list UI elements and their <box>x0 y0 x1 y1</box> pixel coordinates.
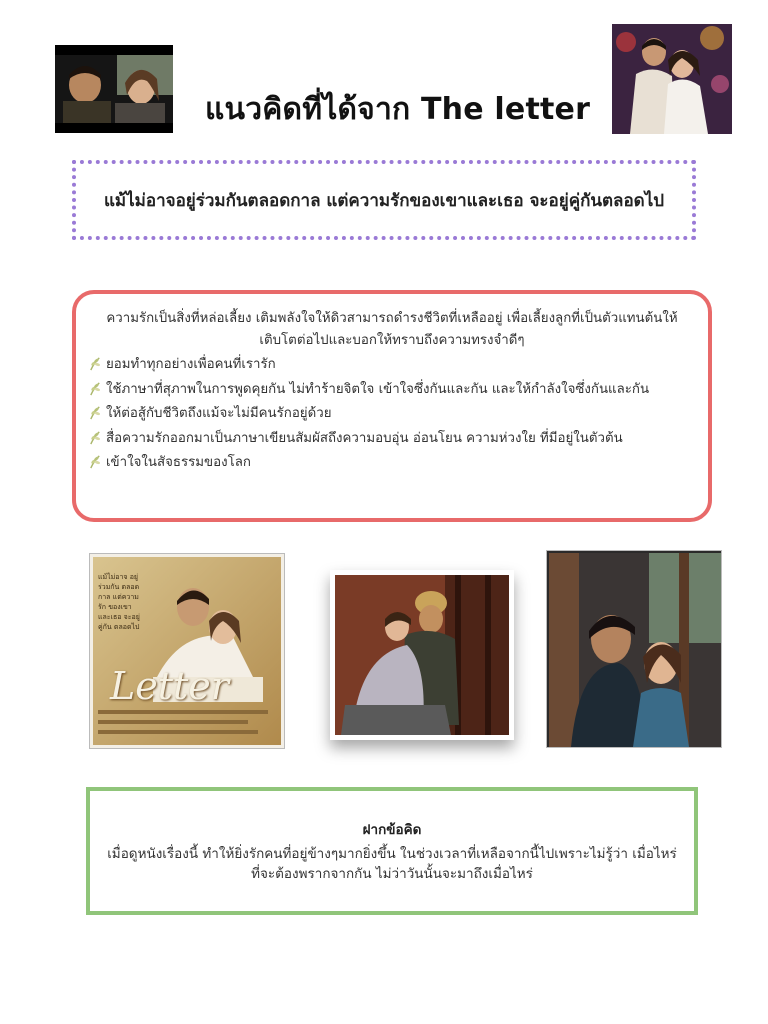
poster-logo: Letter <box>110 664 229 708</box>
poster-side-text: แม้ไม่อาจ อยู่ร่วมกัน ตลอดกาล แต่ความรัก ของเขาและเธอ จะอยู่คู่กัน ตลอดไป <box>98 573 140 631</box>
ideas-intro: ความรักเป็นสิ่งที่หล่อเลี้ยง เติมพลังใจให้ดิวสามารถดำรงชีวิตที่เหลืออยู่ เพื่อเลี้ยงลูกที่เป็นตัวแทนต้นให้เติบโตต่อไปและบอกให้ทราบถึงความทรงจำดีๆ <box>106 311 678 348</box>
summary-heading: ฝากข้อคิด <box>362 822 422 838</box>
page-title: แนวคิดที่ได้จาก The letter <box>205 92 591 127</box>
poster-credit-line <box>98 730 258 734</box>
ideas-box <box>72 290 712 522</box>
wheat-sprout-icon <box>88 381 103 396</box>
idea-item <box>88 378 696 403</box>
summary-box <box>86 787 698 915</box>
idea-item-text: ยอมทำทุกอย่างเพื่อคนที่เรารัก <box>106 357 276 372</box>
poster-credit-line <box>98 710 268 714</box>
movie-poster <box>89 553 285 749</box>
quote-box <box>72 160 696 240</box>
wheat-sprout-icon <box>88 430 103 445</box>
idea-item <box>88 451 696 476</box>
movie-still-couple-sitting <box>330 570 514 740</box>
idea-item-text: ใช้ภาษาที่สุภาพในการพูดคุยกัน ไม่ทำร้ายจิตใจ เข้าใจซึ่งกันและกัน และให้กำลังใจซึ่งกันและกัน <box>106 381 650 397</box>
idea-item <box>88 353 696 378</box>
summary-body: เมื่อดูหนังเรื่องนี้ ทำให้ยิ่งรักคนที่อยู่ข้างๆมากยิ่งขึ้น ในช่วงเวลาที่เหลือจากนี้ไปเพราะไม่รู้ว่า เมื่อไหร่ที่จะต้องพรากจากกัน ไม่ว่าวันนั้นจะมาถึงเมื่อไหร่ <box>107 846 677 882</box>
movie-still-couple-embrace <box>612 24 732 134</box>
wheat-sprout-icon <box>88 356 103 371</box>
idea-item <box>88 427 696 452</box>
idea-item-text: เข้าใจในสัจธรรมของโลก <box>106 455 251 470</box>
idea-item <box>88 402 696 427</box>
idea-item-text: ให้ต่อสู้กับชีวิตถึงแม้จะไม่มีคนรักอยู่ด้วย <box>106 406 332 421</box>
movie-still-couple-smiling <box>546 550 722 748</box>
wheat-sprout-icon <box>88 454 103 469</box>
quote-text: แม้ไม่อาจอยู่ร่วมกันตลอดกาล แต่ความรักของเขาและเธอ จะอยู่คู่กันตลอดไป <box>103 190 665 211</box>
wheat-sprout-icon <box>88 405 103 420</box>
movie-still-couple-car <box>55 45 173 133</box>
poster-credit-line <box>98 720 248 724</box>
idea-item-text: สื่อความรักออกมาเป็นภาษาเขียนสัมผัสถึงความอบอุ่น อ่อนโยน ความห่วงใย ที่มีอยู่ในตัวต้น <box>106 430 623 446</box>
